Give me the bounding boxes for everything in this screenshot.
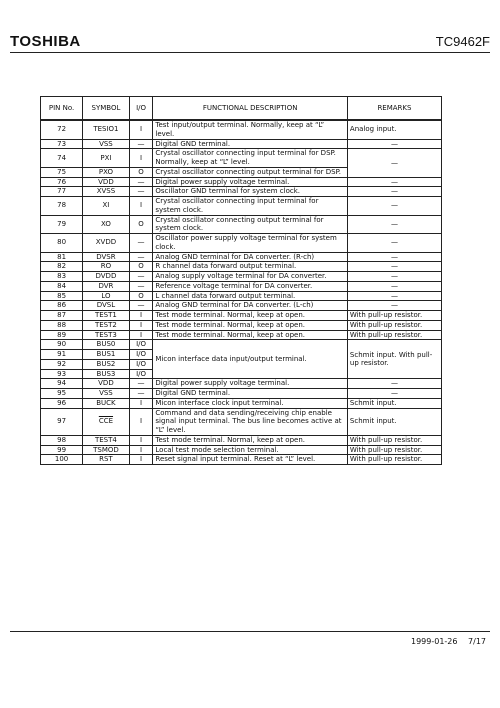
io-cell: —	[129, 187, 153, 197]
remarks-cell: —	[347, 139, 441, 149]
description-cell: Test mode terminal. Normal, keep at open.	[153, 311, 348, 321]
description-cell: Crystal oscillator connecting output terminal for system clock.	[153, 215, 348, 234]
col-header-description: FUNCTIONAL DESCRIPTION	[153, 97, 348, 121]
symbol-cell: VSS	[83, 389, 130, 399]
symbol-cell: TEST3	[83, 330, 130, 340]
col-header-remarks: REMARKS	[347, 97, 441, 121]
description-cell: Test mode terminal. Normal, keep at open.	[153, 435, 348, 445]
description-cell: Reset signal input terminal. Reset at “L” level.	[153, 455, 348, 465]
pin-cell: 77	[41, 187, 83, 197]
pin-cell: 84	[41, 281, 83, 291]
remarks-cell: —	[347, 281, 441, 291]
io-cell: —	[129, 252, 153, 262]
symbol-cell: TESIO1	[83, 120, 130, 139]
table-row	[41, 272, 442, 282]
pin-cell: 74	[41, 149, 83, 168]
symbol-cell: TEST1	[83, 311, 130, 321]
io-cell: I	[129, 197, 153, 216]
remarks-cell: With pull-up resistor.	[347, 435, 441, 445]
remarks-cell: —	[347, 149, 441, 177]
io-cell: I/O	[129, 359, 153, 369]
description-cell: Digital GND terminal.	[153, 139, 348, 149]
symbol-cell: DVDD	[83, 272, 130, 282]
description-cell: Digital power supply voltage terminal.	[153, 379, 348, 389]
page-footer	[403, 637, 486, 646]
table-row	[41, 252, 442, 262]
pin-cell: 99	[41, 445, 83, 455]
io-cell: I	[129, 408, 153, 435]
pin-cell: 97	[41, 408, 83, 435]
io-cell: I	[129, 149, 153, 168]
symbol-cell: RO	[83, 262, 130, 272]
table-row	[41, 340, 442, 350]
symbol-cell: XVSS	[83, 187, 130, 197]
pin-cell: 87	[41, 311, 83, 321]
io-cell: —	[129, 272, 153, 282]
pin-cell: 78	[41, 197, 83, 216]
table-row	[41, 301, 442, 311]
pin-cell: 94	[41, 379, 83, 389]
pin-cell: 91	[41, 350, 83, 360]
pin-cell: 88	[41, 320, 83, 330]
table-row	[41, 187, 442, 197]
table-row	[41, 281, 442, 291]
symbol-cell: TEST4	[83, 435, 130, 445]
description-cell: Oscillator GND terminal for system clock.	[153, 187, 348, 197]
table-header-row	[41, 97, 442, 121]
remarks-cell: —	[347, 187, 441, 197]
description-cell: Digital power supply voltage terminal.	[153, 177, 348, 187]
description-cell: L channel data forward output terminal.	[153, 291, 348, 301]
symbol-cell: PXI	[83, 149, 130, 168]
symbol-cell: XI	[83, 197, 130, 216]
symbol-cell: VDD	[83, 379, 130, 389]
pin-cell: 82	[41, 262, 83, 272]
table-row	[41, 379, 442, 389]
symbol-cell: BUS1	[83, 350, 130, 360]
remarks-cell: With pull-up resistor.	[347, 455, 441, 465]
symbol-cell: XO	[83, 215, 130, 234]
symbol-cell: $\overline{RST}$	[83, 455, 130, 465]
remarks-cell: Analog input.	[347, 120, 441, 139]
symbol-cell: VSS	[83, 139, 130, 149]
symbol-cell: TSMOD	[83, 445, 130, 455]
pin-cell: 93	[41, 369, 83, 379]
io-cell: I	[129, 398, 153, 408]
pin-cell: 73	[41, 139, 83, 149]
description-cell: Micon interface data input/output terminal.	[153, 340, 348, 379]
remarks-cell: With pull-up resistor.	[347, 330, 441, 340]
symbol-cell: BUS3	[83, 369, 130, 379]
description-cell: Test mode terminal. Normal, keep at open.	[153, 330, 348, 340]
table-row	[41, 215, 442, 234]
table-row	[41, 455, 442, 465]
description-cell: Test mode terminal. Normal, keep at open.	[153, 320, 348, 330]
symbol-cell: VDD	[83, 177, 130, 187]
io-cell: —	[129, 139, 153, 149]
table-row	[41, 262, 442, 272]
remarks-cell: —	[347, 262, 441, 272]
io-cell: —	[129, 177, 153, 187]
table-row	[41, 234, 442, 253]
table-row	[41, 398, 442, 408]
io-cell: O	[129, 291, 153, 301]
description-cell: Test input/output terminal. Normally, keep at “L” level.	[153, 120, 348, 139]
description-cell: Reference voltage terminal for DA converter.	[153, 281, 348, 291]
remarks-cell: —	[347, 291, 441, 301]
io-cell: O	[129, 215, 153, 234]
symbol-cell: DVSR	[83, 252, 130, 262]
description-cell: Local test mode selection terminal.	[153, 445, 348, 455]
pin-cell: 92	[41, 359, 83, 369]
remarks-cell: —	[347, 272, 441, 282]
pin-cell: 95	[41, 389, 83, 399]
table-row	[41, 120, 442, 139]
symbol-cell: LO	[83, 291, 130, 301]
description-cell: Micon interface clock input terminal.	[153, 398, 348, 408]
pin-cell: 89	[41, 330, 83, 340]
io-cell: I	[129, 435, 153, 445]
symbol-cell: BUCK	[83, 398, 130, 408]
remarks-cell: —	[347, 252, 441, 262]
remarks-cell: With pull-up resistor.	[347, 320, 441, 330]
io-cell: I/O	[129, 369, 153, 379]
footer-rule	[10, 631, 490, 632]
col-header-io: I/O	[129, 97, 153, 121]
io-cell: O	[129, 167, 153, 177]
brand-logo: TOSHIBA	[10, 33, 81, 50]
description-cell: Analog supply voltage terminal for DA converter.	[153, 272, 348, 282]
description-cell: Crystal oscillator connecting output terminal for DSP.	[153, 167, 348, 177]
table-row	[41, 435, 442, 445]
pin-cell: 72	[41, 120, 83, 139]
description-cell: Analog GND terminal for DA converter. (R-ch)	[153, 252, 348, 262]
symbol-cell: DVR	[83, 281, 130, 291]
description-cell: Crystal oscillator connecting input terminal for DSP. Normally, keep at “L” level.	[153, 149, 348, 168]
io-cell: I	[129, 320, 153, 330]
symbol-cell: TEST2	[83, 320, 130, 330]
remarks-cell: With pull-up resistor.	[347, 311, 441, 321]
io-cell: —	[129, 234, 153, 253]
pin-cell: 83	[41, 272, 83, 282]
pin-cell: 86	[41, 301, 83, 311]
remarks-cell: Schmit input.	[347, 398, 441, 408]
remarks-cell: —	[347, 379, 441, 389]
table-row	[41, 197, 442, 216]
io-cell: I	[129, 120, 153, 139]
part-number: TC9462F	[435, 34, 490, 49]
pin-cell: 75	[41, 167, 83, 177]
table-row	[41, 330, 442, 340]
pin-cell: 81	[41, 252, 83, 262]
table-row	[41, 320, 442, 330]
remarks-cell: —	[347, 234, 441, 253]
symbol-cell: XVDD	[83, 234, 130, 253]
col-header-symbol: SYMBOL	[83, 97, 130, 121]
io-cell: —	[129, 389, 153, 399]
table-row	[41, 139, 442, 149]
pin-cell: 80	[41, 234, 83, 253]
remarks-cell: Schmit input. With pull-up resistor.	[347, 340, 441, 379]
table-row	[41, 177, 442, 187]
symbol-cell: BUS2	[83, 359, 130, 369]
pin-cell: 96	[41, 398, 83, 408]
description-cell: Crystal oscillator connecting input terminal for system clock.	[153, 197, 348, 216]
table-row	[41, 291, 442, 301]
io-cell: —	[129, 301, 153, 311]
pin-cell: 98	[41, 435, 83, 445]
io-cell: I	[129, 455, 153, 465]
io-cell: I/O	[129, 350, 153, 360]
pin-cell: 90	[41, 340, 83, 350]
io-cell: I/O	[129, 340, 153, 350]
pin-description-table	[40, 96, 442, 465]
symbol-cell: PXO	[83, 167, 130, 177]
remarks-cell: —	[347, 177, 441, 187]
io-cell: I	[129, 330, 153, 340]
io-cell: —	[129, 379, 153, 389]
table-row	[41, 311, 442, 321]
table-row	[41, 445, 442, 455]
description-cell: Digital GND terminal.	[153, 389, 348, 399]
io-cell: I	[129, 445, 153, 455]
remarks-cell: —	[347, 389, 441, 399]
table-row	[41, 389, 442, 399]
description-cell: Command and data sending/receiving chip enable signal input terminal. The bus line becomes active at “L” level.	[153, 408, 348, 435]
io-cell: O	[129, 262, 153, 272]
symbol-cell: BUS0	[83, 340, 130, 350]
remarks-cell: With pull-up resistor.	[347, 445, 441, 455]
description-cell: R channel data forward output terminal.	[153, 262, 348, 272]
description-cell: Analog GND terminal for DA converter. (L-ch)	[153, 301, 348, 311]
io-cell: —	[129, 281, 153, 291]
pin-cell: 100	[41, 455, 83, 465]
footer-date: 1999-01-26	[410, 637, 458, 646]
remarks-cell: —	[347, 197, 441, 216]
symbol-cell: $\overline{CCE}$	[83, 408, 130, 435]
io-cell: I	[129, 311, 153, 321]
remarks-cell: Schmit input.	[347, 408, 441, 435]
footer-page-number: 7/17	[468, 637, 486, 646]
remarks-cell: —	[347, 215, 441, 234]
remarks-cell: —	[347, 301, 441, 311]
header-rule	[10, 52, 490, 53]
description-cell: Oscillator power supply voltage terminal for system clock.	[153, 234, 348, 253]
pin-cell: 76	[41, 177, 83, 187]
pin-cell: 85	[41, 291, 83, 301]
table-row	[41, 149, 442, 168]
symbol-cell: DVSL	[83, 301, 130, 311]
table-row	[41, 408, 442, 435]
col-header-pin: PIN No.	[41, 97, 83, 121]
pin-cell: 79	[41, 215, 83, 234]
